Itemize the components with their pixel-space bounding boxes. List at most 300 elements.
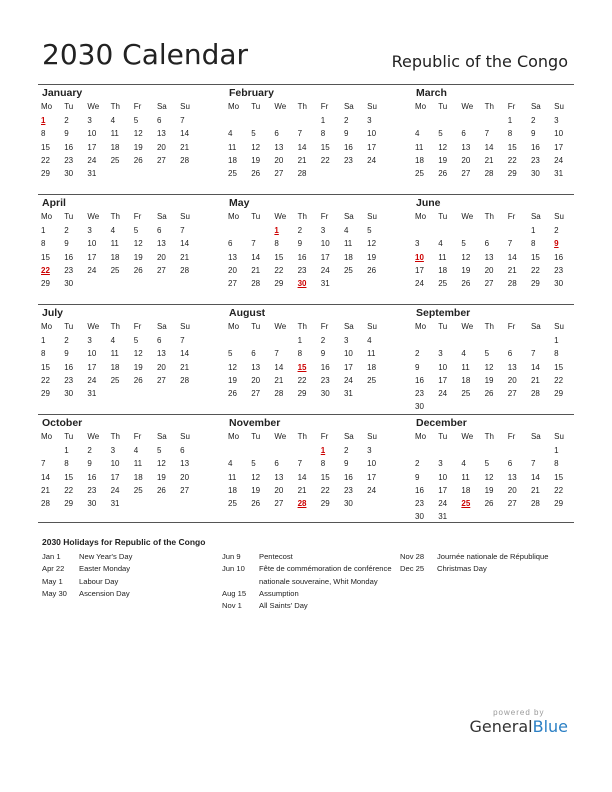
day-cell: 15 — [41, 252, 50, 262]
day-cell: 29 — [554, 389, 564, 399]
day-cell: 22 — [554, 485, 564, 495]
day-cell: 14 — [530, 472, 540, 482]
day-cell: 14 — [251, 252, 261, 262]
empty-cell — [505, 444, 528, 457]
weekday-label: Mo — [415, 102, 427, 111]
day-cell: 24 — [438, 389, 448, 399]
day-cell: 5 — [156, 446, 162, 455]
holiday-day: 22 — [41, 265, 50, 275]
day-cell: 2 — [87, 446, 92, 455]
day-cell: 6 — [156, 336, 162, 345]
day-cell: 14 — [530, 362, 540, 372]
holiday-entry — [42, 551, 212, 563]
day-cell: 12 — [484, 472, 494, 482]
day-cell: 4 — [228, 129, 233, 139]
day-cell: 22 — [530, 265, 540, 275]
month-june — [412, 196, 572, 290]
empty-cell — [225, 444, 248, 457]
month-july — [38, 306, 198, 400]
month-name: September — [416, 307, 471, 319]
weekday-label: Sa — [156, 212, 167, 221]
day-cell: 17 — [367, 472, 377, 482]
holiday-day: 9 — [554, 239, 559, 249]
day-cell: 10 — [87, 129, 97, 139]
day-cell: 2 — [64, 336, 69, 345]
day-cell: 19 — [484, 375, 494, 385]
weekday-label: Fr — [507, 432, 516, 441]
weekday-label: Mo — [415, 432, 427, 441]
day-cell: 12 — [133, 239, 143, 249]
day-cell: 9 — [343, 129, 349, 139]
day-cell: 6 — [156, 116, 162, 125]
day-cell: 11 — [110, 239, 119, 249]
day-cell: 15 — [41, 142, 50, 152]
empty-cell — [412, 114, 435, 127]
weekday-label: We — [274, 212, 287, 221]
day-cell: 9 — [415, 472, 420, 482]
day-cell: 3 — [320, 226, 326, 235]
day-cell: 22 — [320, 155, 330, 165]
day-cell: 19 — [133, 142, 143, 152]
day-cell: 9 — [64, 239, 69, 249]
weekday-label: Fr — [507, 102, 516, 111]
day-cell: 25 — [438, 279, 448, 289]
powered-by-label: powered by — [493, 708, 545, 717]
month-name: June — [416, 197, 441, 209]
day-cell: 9 — [343, 459, 349, 469]
day-cell: 13 — [507, 472, 517, 482]
day-cell: 17 — [415, 265, 424, 275]
day-cell: 21 — [484, 155, 494, 165]
day-cell: 30 — [415, 402, 424, 412]
day-cell: 30 — [320, 389, 330, 399]
day-cell: 12 — [156, 459, 166, 469]
day-cell: 24 — [320, 265, 330, 275]
day-cell: 19 — [133, 362, 143, 372]
day-cell: 3 — [367, 446, 372, 455]
weekday-label: Mo — [228, 212, 240, 221]
day-cell: 27 — [180, 485, 190, 495]
weekday-label: Mo — [41, 432, 53, 441]
day-cell: 9 — [530, 129, 536, 139]
day-cell: 4 — [461, 459, 466, 469]
day-cell: 13 — [274, 472, 284, 482]
weekday-label: Mo — [228, 432, 240, 441]
day-cell: 9 — [320, 349, 326, 359]
day-cell: 7 — [251, 239, 256, 249]
weekday-label: Sa — [343, 212, 354, 221]
day-cell: 4 — [461, 349, 466, 359]
weekday-label: Tu — [251, 212, 261, 221]
day-cell: 26 — [461, 279, 471, 289]
weekday-label: Sa — [530, 322, 541, 331]
day-cell: 28 — [530, 389, 540, 399]
weekday-label: We — [461, 212, 474, 221]
day-cell: 21 — [251, 265, 261, 275]
weekday-label: Mo — [228, 102, 240, 111]
day-cell: 14 — [41, 472, 50, 482]
day-cell: 21 — [530, 375, 540, 385]
weekday-label: Tu — [438, 322, 448, 331]
day-cell: 3 — [343, 336, 349, 345]
day-cell: 7 — [297, 459, 303, 469]
day-cell: 18 — [228, 155, 237, 165]
row-divider — [38, 414, 574, 415]
day-cell: 29 — [41, 169, 50, 179]
day-cell: 20 — [156, 142, 166, 152]
day-cell: 17 — [87, 252, 97, 262]
month-may — [225, 196, 385, 290]
day-cell: 1 — [554, 446, 559, 455]
day-cell: 6 — [156, 226, 162, 235]
day-cell: 12 — [133, 129, 143, 139]
weekday-label: Fr — [320, 432, 329, 441]
day-cell: 14 — [180, 239, 190, 249]
day-cell: 25 — [415, 169, 424, 179]
empty-cell — [482, 224, 505, 237]
day-cell: 14 — [484, 142, 494, 152]
day-cell: 6 — [461, 129, 466, 139]
weekday-label: Su — [367, 212, 377, 221]
day-cell: 6 — [251, 349, 256, 359]
empty-cell — [225, 224, 248, 237]
weekday-label: Th — [110, 432, 120, 441]
day-cell: 22 — [320, 485, 330, 495]
day-cell: 24 — [87, 155, 97, 165]
weekday-label: Th — [484, 322, 494, 331]
day-cell: 18 — [461, 375, 471, 385]
day-cell: 11 — [133, 459, 143, 469]
weekday-label: We — [461, 322, 474, 331]
weekday-label: Fr — [320, 102, 329, 111]
day-cell: 12 — [251, 142, 261, 152]
weekday-label: Sa — [156, 322, 167, 331]
day-cell: 21 — [274, 375, 284, 385]
month-name: March — [416, 87, 447, 99]
day-cell: 24 — [87, 265, 97, 275]
weekday-label: Th — [484, 212, 494, 221]
weekday-label: Su — [554, 212, 564, 221]
day-cell: 1 — [507, 116, 513, 125]
holiday-entry — [222, 588, 394, 600]
day-cell: 5 — [133, 116, 139, 125]
day-cell: 8 — [554, 459, 559, 469]
day-cell: 29 — [41, 279, 50, 289]
day-cell: 25 — [110, 155, 120, 165]
day-cell: 20 — [274, 155, 284, 165]
day-cell: 20 — [251, 375, 261, 385]
holiday-date: Jun 9 — [222, 552, 241, 561]
day-cell: 22 — [41, 375, 50, 385]
day-cell: 26 — [367, 265, 377, 275]
weekday-label: Mo — [415, 212, 427, 221]
day-cell: 28 — [251, 279, 261, 289]
month-october — [38, 416, 198, 510]
holiday-date: Nov 28 — [400, 552, 425, 561]
day-cell: 7 — [507, 239, 513, 249]
day-cell: 10 — [554, 129, 564, 139]
day-cell: 22 — [554, 375, 564, 385]
weekday-label: Mo — [41, 322, 53, 331]
day-cell: 25 — [110, 265, 120, 275]
day-cell: 2 — [297, 226, 303, 235]
day-cell: 1 — [320, 116, 326, 125]
holiday-entry — [222, 551, 394, 563]
page-title: 2030 Calendar — [42, 38, 249, 71]
empty-cell — [435, 114, 458, 127]
day-cell: 27 — [156, 375, 166, 385]
day-cell: 24 — [438, 499, 448, 509]
day-cell: 23 — [554, 265, 564, 275]
holiday-date: May 30 — [42, 588, 67, 598]
day-cell: 7 — [180, 226, 185, 235]
day-cell: 3 — [87, 226, 92, 235]
day-cell: 26 — [133, 375, 143, 385]
day-cell: 18 — [415, 155, 424, 165]
day-cell: 7 — [530, 349, 536, 359]
day-cell: 20 — [180, 472, 190, 482]
day-cell: 16 — [297, 252, 307, 262]
weekday-label: Tu — [251, 322, 261, 331]
day-cell: 19 — [228, 375, 237, 385]
weekday-label: Tu — [251, 102, 261, 111]
day-cell: 14 — [297, 472, 307, 482]
weekday-label: Mo — [41, 102, 53, 111]
day-cell: 17 — [110, 472, 120, 482]
weekday-label: Tu — [438, 102, 448, 111]
weekday-label: Th — [110, 212, 120, 221]
day-cell: 31 — [87, 169, 97, 179]
day-cell: 15 — [530, 252, 540, 262]
holiday-day: 30 — [297, 279, 307, 289]
weekday-label: We — [87, 212, 100, 221]
day-cell: 23 — [64, 375, 74, 385]
weekday-label: Tu — [64, 322, 74, 331]
holiday-day: 10 — [415, 252, 424, 262]
day-cell: 10 — [87, 239, 97, 249]
day-cell: 28 — [297, 169, 307, 179]
row-divider — [38, 304, 574, 305]
holiday-date: Dec 25 — [400, 564, 425, 574]
day-cell: 10 — [438, 472, 448, 482]
day-cell: 2 — [343, 116, 349, 125]
month-april — [38, 196, 198, 290]
day-cell: 24 — [87, 375, 97, 385]
holiday-date: May 1 — [42, 576, 63, 586]
day-cell: 29 — [554, 499, 564, 509]
day-cell: 25 — [110, 375, 120, 385]
empty-cell — [271, 114, 294, 127]
day-cell: 13 — [251, 362, 261, 372]
holiday-date: Aug 15 — [222, 588, 247, 598]
day-cell: 15 — [41, 362, 50, 372]
holiday-entry — [42, 576, 212, 588]
empty-cell — [295, 444, 318, 457]
day-cell: 13 — [507, 362, 517, 372]
day-cell: 18 — [110, 362, 120, 372]
holiday-name: Easter Monday — [79, 564, 131, 574]
weekday-label: Th — [297, 322, 307, 331]
holiday-day: 28 — [297, 499, 307, 509]
day-cell: 24 — [343, 375, 353, 385]
day-cell: 4 — [343, 226, 349, 235]
day-cell: 8 — [41, 239, 46, 249]
day-cell: 11 — [367, 349, 376, 359]
day-cell: 18 — [461, 485, 471, 495]
day-cell: 11 — [110, 129, 119, 139]
day-cell: 7 — [41, 459, 46, 469]
day-cell: 8 — [530, 239, 536, 249]
day-cell: 29 — [41, 389, 50, 399]
day-cell: 8 — [320, 129, 326, 139]
day-cell: 3 — [110, 446, 116, 455]
holiday-entry — [400, 563, 570, 575]
day-cell: 19 — [461, 265, 471, 275]
weekday-label: Tu — [64, 212, 74, 221]
day-cell: 29 — [530, 279, 540, 289]
weekday-label: Tu — [438, 432, 448, 441]
day-cell: 12 — [228, 362, 237, 372]
day-cell: 30 — [64, 389, 74, 399]
day-cell: 3 — [554, 116, 559, 125]
day-cell: 16 — [415, 485, 424, 495]
empty-cell — [435, 334, 458, 347]
day-cell: 5 — [367, 226, 372, 235]
day-cell: 20 — [484, 265, 494, 275]
empty-cell — [482, 444, 505, 457]
day-cell: 9 — [87, 459, 92, 469]
day-cell: 21 — [297, 485, 307, 495]
month-name: July — [42, 307, 64, 319]
day-cell: 27 — [507, 389, 517, 399]
day-cell: 23 — [64, 155, 74, 165]
day-cell: 5 — [484, 349, 490, 359]
empty-cell — [458, 224, 481, 237]
day-cell: 28 — [180, 375, 190, 385]
weekday-label: Mo — [228, 322, 240, 331]
day-cell: 24 — [415, 279, 424, 289]
day-cell: 20 — [507, 375, 517, 385]
day-cell: 7 — [530, 459, 536, 469]
day-cell: 16 — [530, 142, 540, 152]
day-cell: 3 — [438, 349, 443, 359]
day-cell: 13 — [228, 252, 237, 262]
day-cell: 30 — [64, 279, 74, 289]
day-cell: 4 — [133, 446, 139, 455]
day-cell: 5 — [228, 349, 233, 359]
day-cell: 10 — [110, 459, 120, 469]
day-cell: 3 — [87, 116, 92, 125]
day-cell: 15 — [554, 472, 564, 482]
day-cell: 18 — [367, 362, 377, 372]
day-cell: 5 — [133, 336, 139, 345]
weekday-label: Sa — [343, 322, 354, 331]
day-cell: 6 — [274, 459, 279, 469]
day-cell: 25 — [461, 389, 471, 399]
day-cell: 17 — [367, 142, 377, 152]
day-cell: 22 — [297, 375, 307, 385]
day-cell: 27 — [507, 499, 517, 509]
holiday-name: Assumption — [259, 588, 299, 598]
day-cell: 14 — [180, 129, 190, 139]
day-cell: 26 — [133, 265, 143, 275]
month-march — [412, 86, 572, 180]
day-cell: 26 — [251, 499, 261, 509]
day-cell: 7 — [274, 349, 279, 359]
day-cell: 24 — [367, 155, 377, 165]
day-cell: 21 — [41, 485, 50, 495]
day-cell: 9 — [297, 239, 303, 249]
day-cell: 12 — [251, 472, 261, 482]
day-cell: 11 — [110, 349, 119, 359]
day-cell: 18 — [110, 142, 120, 152]
day-cell: 27 — [274, 499, 284, 509]
day-cell: 19 — [251, 155, 261, 165]
weekday-label: Mo — [41, 212, 53, 221]
weekday-label: Fr — [320, 322, 329, 331]
day-cell: 6 — [228, 239, 233, 249]
weekday-label: Su — [180, 212, 190, 221]
weekday-label: Su — [367, 102, 377, 111]
empty-cell — [458, 444, 481, 457]
day-cell: 28 — [507, 279, 517, 289]
empty-cell — [505, 224, 528, 237]
month-august — [225, 306, 385, 400]
day-cell: 3 — [438, 459, 443, 469]
empty-cell — [482, 114, 505, 127]
weekday-label: Su — [554, 102, 564, 111]
day-cell: 2 — [554, 226, 559, 235]
weekday-label: Mo — [415, 322, 427, 331]
day-cell: 18 — [343, 252, 353, 262]
day-cell: 10 — [367, 459, 377, 469]
weekday-label: Th — [297, 212, 307, 221]
day-cell: 22 — [507, 155, 517, 165]
day-cell: 4 — [110, 336, 116, 345]
day-cell: 6 — [507, 459, 513, 469]
day-cell: 23 — [343, 485, 353, 495]
day-cell: 29 — [320, 499, 330, 509]
day-cell: 7 — [180, 336, 185, 345]
month-name: December — [416, 417, 467, 429]
day-cell: 19 — [438, 155, 448, 165]
day-cell: 18 — [438, 265, 448, 275]
day-cell: 3 — [415, 239, 420, 249]
weekday-label: We — [87, 432, 100, 441]
day-cell: 1 — [554, 336, 559, 345]
day-cell: 31 — [87, 389, 97, 399]
day-cell: 7 — [297, 129, 303, 139]
weekday-label: Su — [180, 432, 190, 441]
day-cell: 28 — [180, 265, 190, 275]
holiday-day: 15 — [297, 362, 307, 372]
day-cell: 30 — [415, 512, 424, 522]
holiday-entry — [400, 551, 570, 563]
empty-cell — [482, 334, 505, 347]
day-cell: 28 — [530, 499, 540, 509]
day-cell: 28 — [180, 155, 190, 165]
day-cell: 9 — [64, 129, 69, 139]
empty-cell — [528, 444, 551, 457]
weekday-label: Fr — [507, 212, 516, 221]
day-cell: 2 — [320, 336, 326, 345]
weekday-label: We — [87, 102, 100, 111]
day-cell: 28 — [484, 169, 494, 179]
holiday-entry — [42, 588, 212, 600]
holiday-column — [400, 551, 570, 576]
day-cell: 3 — [367, 116, 372, 125]
holiday-entry — [222, 600, 394, 612]
